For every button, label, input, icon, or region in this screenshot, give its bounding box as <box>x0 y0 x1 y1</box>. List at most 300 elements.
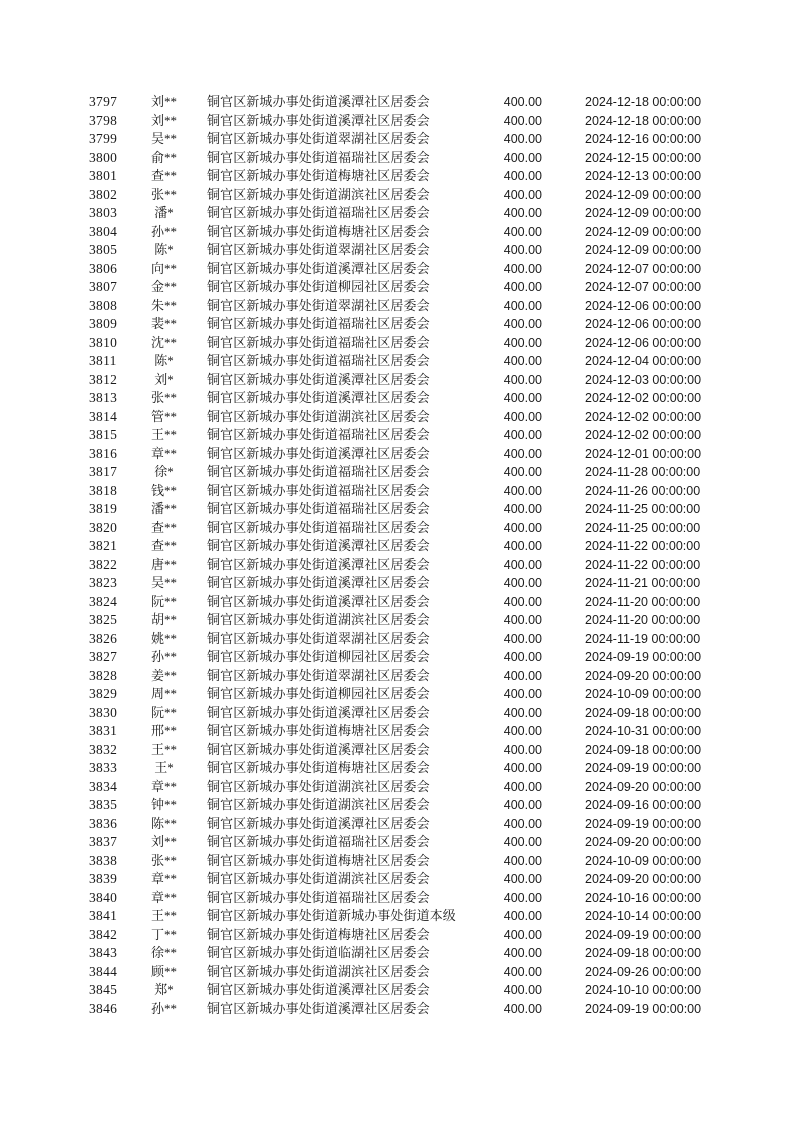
amount-cell: 400.00 <box>503 169 542 183</box>
record-row <box>0 667 793 686</box>
amount-cell: 400.00 <box>503 983 542 997</box>
date-cell: 2024-11-25 00:00:00 <box>585 502 701 516</box>
date-cell: 2024-12-13 00:00:00 <box>585 169 702 183</box>
record-row <box>0 241 793 260</box>
masked-name-cell: 姜** <box>150 667 177 683</box>
amount-cell: 400.00 <box>503 409 542 424</box>
record-row <box>0 722 793 741</box>
serial-number-cell: 3809 <box>89 316 118 331</box>
organization-cell: 铜官区新城办事处街道柳园社区居委会 <box>207 279 430 294</box>
record-row <box>0 833 793 852</box>
serial-number-cell: 3803 <box>89 205 118 220</box>
serial-number-cell: 3805 <box>89 242 118 257</box>
amount-cell: 400.00 <box>503 964 542 979</box>
masked-name-cell: 张** <box>150 186 177 202</box>
record-row <box>0 408 793 427</box>
date-cell: 2024-12-04 00:00:00 <box>585 354 702 368</box>
masked-name-cell: 张** <box>150 390 177 405</box>
date-cell: 2024-09-20 00:00:00 <box>585 779 702 794</box>
organization-cell: 铜官区新城办事处街道溪潭社区居委会 <box>207 704 430 720</box>
masked-name-cell: 刘** <box>150 94 177 109</box>
amount-cell: 400.00 <box>503 187 542 202</box>
organization-cell: 铜官区新城办事处街道福瑞社区居委会 <box>207 205 430 220</box>
record-row <box>0 482 793 501</box>
date-cell: 2024-10-14 00:00:00 <box>585 909 702 923</box>
amount-cell: 400.00 <box>503 335 542 350</box>
organization-cell: 铜官区新城办事处街道柳园社区居委会 <box>207 686 430 701</box>
masked-name-cell: 吴** <box>150 131 177 146</box>
date-cell: 2024-12-02 00:00:00 <box>585 428 702 442</box>
masked-name-cell: 顾** <box>150 963 177 979</box>
amount-cell: 400.00 <box>503 520 542 535</box>
organization-cell: 铜官区新城办事处街道福瑞社区居委会 <box>207 464 430 479</box>
organization-cell: 铜官区新城办事处街道溪潭社区居委会 <box>207 1000 430 1016</box>
amount-cell: 400.00 <box>503 113 542 128</box>
organization-cell: 铜官区新城办事处街道福瑞社区居委会 <box>207 353 430 368</box>
record-row <box>0 556 793 575</box>
organization-cell: 铜官区新城办事处街道翠湖社区居委会 <box>207 242 430 257</box>
amount-cell: 400.00 <box>503 206 542 220</box>
record-row <box>0 186 793 205</box>
organization-cell: 铜官区新城办事处街道福瑞社区居委会 <box>207 334 430 350</box>
organization-cell: 铜官区新城办事处街道梅塘社区居委会 <box>207 223 430 239</box>
amount-cell: 400.00 <box>503 631 542 646</box>
organization-cell: 铜官区新城办事处街道溪潭社区居委会 <box>207 982 430 997</box>
organization-cell: 铜官区新城办事处街道福瑞社区居委会 <box>207 834 430 849</box>
amount-cell: 400.00 <box>503 150 542 165</box>
masked-name-cell: 孙** <box>150 223 177 239</box>
record-row <box>0 630 793 649</box>
masked-name-cell: 郑* <box>154 982 174 997</box>
date-cell: 2024-09-26 00:00:00 <box>585 964 702 979</box>
masked-name-cell: 胡** <box>150 612 177 627</box>
serial-number-cell: 3800 <box>89 149 118 165</box>
amount-cell: 400.00 <box>503 779 542 794</box>
date-cell: 2024-11-26 00:00:00 <box>585 483 701 498</box>
date-cell: 2024-12-07 00:00:00 <box>585 261 702 276</box>
date-cell: 2024-09-20 00:00:00 <box>585 872 702 886</box>
organization-cell: 铜官区新城办事处街道翠湖社区居委会 <box>207 667 430 683</box>
masked-name-cell: 向** <box>150 260 177 276</box>
amount-cell: 400.00 <box>503 576 542 590</box>
serial-number-cell: 3818 <box>89 482 118 498</box>
serial-number-cell: 3811 <box>89 353 117 368</box>
masked-name-cell: 管** <box>150 408 177 424</box>
masked-name-cell: 刘** <box>150 834 177 849</box>
amount-cell: 400.00 <box>503 243 542 257</box>
amount-cell: 400.00 <box>503 465 542 479</box>
record-row <box>0 334 793 353</box>
masked-name-cell: 金** <box>150 279 177 294</box>
organization-cell: 铜官区新城办事处街道柳园社区居委会 <box>207 649 430 664</box>
record-row <box>0 685 793 704</box>
serial-number-cell: 3838 <box>89 852 118 868</box>
date-cell: 2024-09-19 00:00:00 <box>585 816 702 831</box>
organization-cell: 铜官区新城办事处街道溪潭社区居委会 <box>207 371 430 387</box>
amount-cell: 400.00 <box>503 687 542 701</box>
amount-cell: 400.00 <box>503 872 542 886</box>
masked-name-cell: 徐** <box>150 945 177 960</box>
record-row <box>0 981 793 1000</box>
serial-number-cell: 3817 <box>89 464 118 479</box>
amount-cell: 400.00 <box>503 317 542 331</box>
serial-number-cell: 3835 <box>89 797 118 812</box>
record-row <box>0 500 793 519</box>
organization-cell: 铜官区新城办事处街道新城办事处街道本级 <box>207 908 456 923</box>
organization-cell: 铜官区新城办事处街道翠湖社区居委会 <box>207 131 430 146</box>
amount-cell: 400.00 <box>503 798 542 812</box>
serial-number-cell: 3842 <box>89 926 118 942</box>
serial-number-cell: 3807 <box>89 279 118 294</box>
date-cell: 2024-10-16 00:00:00 <box>585 890 702 905</box>
record-row <box>0 704 793 723</box>
record-row <box>0 297 793 316</box>
date-cell: 2024-12-16 00:00:00 <box>585 132 702 146</box>
serial-number-cell: 3831 <box>89 723 118 738</box>
record-row <box>0 352 793 371</box>
record-row <box>0 537 793 556</box>
masked-name-cell: 章** <box>150 445 177 461</box>
record-row <box>0 426 793 445</box>
serial-number-cell: 3827 <box>89 649 118 664</box>
organization-cell: 铜官区新城办事处街道溪潭社区居委会 <box>207 112 430 128</box>
organization-cell: 铜官区新城办事处街道湖滨社区居委会 <box>207 963 430 979</box>
masked-name-cell: 朱** <box>150 297 177 313</box>
masked-name-cell: 邢** <box>150 723 177 738</box>
record-row <box>0 759 793 778</box>
serial-number-cell: 3844 <box>89 963 118 979</box>
organization-cell: 铜官区新城办事处街道溪潭社区居委会 <box>207 815 430 831</box>
masked-name-cell: 阮** <box>150 593 177 609</box>
organization-cell: 铜官区新城办事处街道溪潭社区居委会 <box>207 741 430 757</box>
masked-name-cell: 吴** <box>150 575 177 590</box>
record-row <box>0 815 793 834</box>
organization-cell: 铜官区新城办事处街道湖滨社区居委会 <box>207 797 430 812</box>
serial-number-cell: 3845 <box>89 982 118 997</box>
amount-cell: 400.00 <box>503 261 542 276</box>
amount-cell: 400.00 <box>503 132 542 146</box>
serial-number-cell: 3823 <box>89 575 118 590</box>
record-row <box>0 315 793 334</box>
organization-cell: 铜官区新城办事处街道溪潭社区居委会 <box>207 445 430 461</box>
serial-number-cell: 3841 <box>89 908 118 923</box>
date-cell: 2024-09-19 00:00:00 <box>585 761 702 775</box>
masked-name-cell: 丁** <box>150 926 177 942</box>
masked-name-cell: 查** <box>150 538 177 553</box>
record-row <box>0 926 793 945</box>
serial-number-cell: 3828 <box>89 667 118 683</box>
date-cell: 2024-12-09 00:00:00 <box>585 243 702 257</box>
masked-name-cell: 刘** <box>150 112 177 128</box>
masked-name-cell: 唐** <box>150 556 177 572</box>
serial-number-cell: 3822 <box>89 556 118 572</box>
organization-cell: 铜官区新城办事处街道福瑞社区居委会 <box>207 501 430 516</box>
date-cell: 2024-12-02 00:00:00 <box>585 409 702 424</box>
masked-name-cell: 俞** <box>150 149 177 165</box>
amount-cell: 400.00 <box>503 927 542 942</box>
date-cell: 2024-12-01 00:00:00 <box>585 446 702 461</box>
record-row <box>0 130 793 149</box>
amount-cell: 400.00 <box>503 483 542 498</box>
serial-number-cell: 3814 <box>89 408 118 424</box>
masked-name-cell: 钟** <box>150 797 177 812</box>
organization-cell: 铜官区新城办事处街道翠湖社区居委会 <box>207 630 430 646</box>
amount-cell: 400.00 <box>503 761 542 775</box>
organization-cell: 铜官区新城办事处街道湖滨社区居委会 <box>207 408 430 424</box>
record-row <box>0 260 793 279</box>
organization-cell: 铜官区新城办事处街道梅塘社区居委会 <box>207 926 430 942</box>
record-row <box>0 204 793 223</box>
amount-cell: 400.00 <box>503 650 542 664</box>
record-row <box>0 519 793 538</box>
date-cell: 2024-12-06 00:00:00 <box>585 317 702 331</box>
organization-cell: 铜官区新城办事处街道溪潭社区居委会 <box>207 260 430 276</box>
organization-cell: 铜官区新城办事处街道临湖社区居委会 <box>207 945 430 960</box>
serial-number-cell: 3808 <box>89 297 118 313</box>
date-cell: 2024-12-09 00:00:00 <box>585 224 702 239</box>
serial-number-cell: 3821 <box>89 538 118 553</box>
date-cell: 2024-09-19 00:00:00 <box>585 1001 702 1016</box>
amount-cell: 400.00 <box>503 724 542 738</box>
date-cell: 2024-12-09 00:00:00 <box>585 187 702 202</box>
amount-cell: 400.00 <box>503 613 542 627</box>
amount-cell: 400.00 <box>503 95 542 109</box>
record-row <box>0 907 793 926</box>
record-row <box>0 445 793 464</box>
organization-cell: 铜官区新城办事处街道湖滨社区居委会 <box>207 186 430 202</box>
record-row <box>0 778 793 797</box>
masked-name-cell: 王** <box>150 908 177 923</box>
record-row <box>0 463 793 482</box>
serial-number-cell: 3839 <box>89 871 118 886</box>
organization-cell: 铜官区新城办事处街道溪潭社区居委会 <box>207 556 430 572</box>
amount-cell: 400.00 <box>503 835 542 849</box>
organization-cell: 铜官区新城办事处街道溪潭社区居委会 <box>207 593 430 609</box>
serial-number-cell: 3812 <box>89 371 118 387</box>
organization-cell: 铜官区新城办事处街道溪潭社区居委会 <box>207 538 430 553</box>
amount-cell: 400.00 <box>503 354 542 368</box>
organization-cell: 铜官区新城办事处街道梅塘社区居委会 <box>207 852 430 868</box>
masked-name-cell: 潘** <box>150 501 177 516</box>
masked-name-cell: 孙** <box>150 1000 177 1016</box>
record-row <box>0 796 793 815</box>
date-cell: 2024-12-09 00:00:00 <box>585 206 702 220</box>
masked-name-cell: 王** <box>150 427 177 442</box>
date-cell: 2024-12-15 00:00:00 <box>585 150 702 165</box>
masked-name-cell: 查** <box>150 519 177 535</box>
masked-name-cell: 刘* <box>154 371 174 387</box>
serial-number-cell: 3802 <box>89 186 118 202</box>
record-row <box>0 1000 793 1019</box>
amount-cell: 400.00 <box>503 298 542 313</box>
record-row <box>0 112 793 131</box>
serial-number-cell: 3834 <box>89 778 118 794</box>
date-cell: 2024-11-28 00:00:00 <box>585 465 701 479</box>
serial-number-cell: 3846 <box>89 1000 118 1016</box>
masked-name-cell: 王* <box>154 760 174 775</box>
masked-name-cell: 徐* <box>154 464 174 479</box>
serial-number-cell: 3843 <box>89 945 118 960</box>
organization-cell: 铜官区新城办事处街道福瑞社区居委会 <box>207 149 430 165</box>
masked-name-cell: 潘* <box>154 205 174 220</box>
organization-cell: 铜官区新城办事处街道湖滨社区居委会 <box>207 871 430 886</box>
amount-cell: 400.00 <box>503 502 542 516</box>
date-cell: 2024-09-18 00:00:00 <box>585 946 702 960</box>
record-row <box>0 371 793 390</box>
masked-name-cell: 章** <box>150 889 177 905</box>
organization-cell: 铜官区新城办事处街道福瑞社区居委会 <box>207 427 430 442</box>
date-cell: 2024-12-06 00:00:00 <box>585 298 702 313</box>
date-cell: 2024-11-22 00:00:00 <box>585 557 701 572</box>
organization-cell: 铜官区新城办事处街道梅塘社区居委会 <box>207 168 430 183</box>
amount-cell: 400.00 <box>503 909 542 923</box>
amount-cell: 400.00 <box>503 224 542 239</box>
masked-name-cell: 陈* <box>154 353 174 368</box>
record-row <box>0 389 793 408</box>
date-cell: 2024-10-10 00:00:00 <box>585 983 702 997</box>
amount-cell: 400.00 <box>503 594 542 609</box>
amount-cell: 400.00 <box>503 280 542 294</box>
date-cell: 2024-09-19 00:00:00 <box>585 650 702 664</box>
amount-cell: 400.00 <box>503 539 542 553</box>
serial-number-cell: 3836 <box>89 815 118 831</box>
serial-number-cell: 3816 <box>89 445 118 461</box>
masked-name-cell: 钱** <box>150 482 177 498</box>
record-row <box>0 870 793 889</box>
serial-number-cell: 3840 <box>89 889 118 905</box>
organization-cell: 铜官区新城办事处街道福瑞社区居委会 <box>207 316 430 331</box>
date-cell: 2024-11-20 00:00:00 <box>585 594 701 609</box>
date-cell: 2024-10-31 00:00:00 <box>585 724 702 738</box>
organization-cell: 铜官区新城办事处街道溪潭社区居委会 <box>207 94 430 109</box>
masked-name-cell: 孙** <box>150 649 177 664</box>
masked-name-cell: 章** <box>150 778 177 794</box>
serial-number-cell: 3798 <box>89 112 118 128</box>
record-row <box>0 963 793 982</box>
records-table <box>0 93 793 1018</box>
date-cell: 2024-09-18 00:00:00 <box>585 705 702 720</box>
serial-number-cell: 3833 <box>89 760 118 775</box>
date-cell: 2024-11-22 00:00:00 <box>585 539 701 553</box>
record-row <box>0 167 793 186</box>
serial-number-cell: 3824 <box>89 593 118 609</box>
masked-name-cell: 王** <box>150 741 177 757</box>
serial-number-cell: 3806 <box>89 260 118 276</box>
record-row <box>0 149 793 168</box>
serial-number-cell: 3813 <box>89 390 118 405</box>
record-row <box>0 852 793 871</box>
serial-number-cell: 3826 <box>89 630 118 646</box>
organization-cell: 铜官区新城办事处街道福瑞社区居委会 <box>207 889 430 905</box>
masked-name-cell: 查** <box>150 168 177 183</box>
date-cell: 2024-09-18 00:00:00 <box>585 742 702 757</box>
serial-number-cell: 3820 <box>89 519 118 535</box>
record-row <box>0 741 793 760</box>
date-cell: 2024-12-06 00:00:00 <box>585 335 702 350</box>
record-row <box>0 278 793 297</box>
amount-cell: 400.00 <box>503 742 542 757</box>
record-row <box>0 648 793 667</box>
record-row <box>0 889 793 908</box>
masked-name-cell: 姚** <box>150 630 177 646</box>
amount-cell: 400.00 <box>503 853 542 868</box>
organization-cell: 铜官区新城办事处街道梅塘社区居委会 <box>207 760 430 775</box>
amount-cell: 400.00 <box>503 428 542 442</box>
date-cell: 2024-12-18 00:00:00 <box>585 113 702 128</box>
organization-cell: 铜官区新城办事处街道溪潭社区居委会 <box>207 575 430 590</box>
record-row <box>0 944 793 963</box>
date-cell: 2024-12-07 00:00:00 <box>585 280 702 294</box>
organization-cell: 铜官区新城办事处街道福瑞社区居委会 <box>207 482 430 498</box>
organization-cell: 铜官区新城办事处街道福瑞社区居委会 <box>207 519 430 535</box>
amount-cell: 400.00 <box>503 668 542 683</box>
date-cell: 2024-11-19 00:00:00 <box>585 631 701 646</box>
masked-name-cell: 章** <box>150 871 177 886</box>
amount-cell: 400.00 <box>503 946 542 960</box>
organization-cell: 铜官区新城办事处街道湖滨社区居委会 <box>207 778 430 794</box>
organization-cell: 铜官区新城办事处街道翠湖社区居委会 <box>207 297 430 313</box>
serial-number-cell: 3804 <box>89 223 118 239</box>
date-cell: 2024-09-20 00:00:00 <box>585 835 702 849</box>
record-row <box>0 593 793 612</box>
masked-name-cell: 阮** <box>150 704 177 720</box>
masked-name-cell: 张** <box>150 852 177 868</box>
amount-cell: 400.00 <box>503 890 542 905</box>
serial-number-cell: 3815 <box>89 427 118 442</box>
amount-cell: 400.00 <box>503 391 542 405</box>
masked-name-cell: 裴** <box>150 316 177 331</box>
date-cell: 2024-11-21 00:00:00 <box>585 576 701 590</box>
serial-number-cell: 3832 <box>89 741 118 757</box>
date-cell: 2024-09-16 00:00:00 <box>585 798 702 812</box>
record-row <box>0 574 793 593</box>
organization-cell: 铜官区新城办事处街道梅塘社区居委会 <box>207 723 430 738</box>
amount-cell: 400.00 <box>503 446 542 461</box>
date-cell: 2024-12-03 00:00:00 <box>585 372 702 387</box>
record-row <box>0 93 793 112</box>
amount-cell: 400.00 <box>503 372 542 387</box>
amount-cell: 400.00 <box>503 1001 542 1016</box>
amount-cell: 400.00 <box>503 816 542 831</box>
serial-number-cell: 3799 <box>89 131 118 146</box>
amount-cell: 400.00 <box>503 557 542 572</box>
serial-number-cell: 3825 <box>89 612 118 627</box>
date-cell: 2024-09-20 00:00:00 <box>585 668 702 683</box>
date-cell: 2024-10-09 00:00:00 <box>585 687 702 701</box>
date-cell: 2024-11-20 00:00:00 <box>585 613 701 627</box>
masked-name-cell: 陈** <box>150 815 177 831</box>
masked-name-cell: 沈** <box>150 334 177 350</box>
serial-number-cell: 3810 <box>89 334 118 350</box>
serial-number-cell: 3837 <box>89 834 118 849</box>
date-cell: 2024-10-09 00:00:00 <box>585 853 702 868</box>
serial-number-cell: 3829 <box>89 686 118 701</box>
serial-number-cell: 3801 <box>89 168 118 183</box>
record-row <box>0 223 793 242</box>
date-cell: 2024-11-25 00:00:00 <box>585 520 701 535</box>
masked-name-cell: 陈* <box>154 242 174 257</box>
serial-number-cell: 3819 <box>89 501 118 516</box>
organization-cell: 铜官区新城办事处街道湖滨社区居委会 <box>207 612 430 627</box>
date-cell: 2024-12-02 00:00:00 <box>585 391 702 405</box>
masked-name-cell: 周** <box>150 686 177 701</box>
serial-number-cell: 3830 <box>89 704 118 720</box>
organization-cell: 铜官区新城办事处街道溪潭社区居委会 <box>207 390 430 405</box>
date-cell: 2024-09-19 00:00:00 <box>585 927 702 942</box>
record-row <box>0 611 793 630</box>
amount-cell: 400.00 <box>503 705 542 720</box>
date-cell: 2024-12-18 00:00:00 <box>585 95 702 109</box>
